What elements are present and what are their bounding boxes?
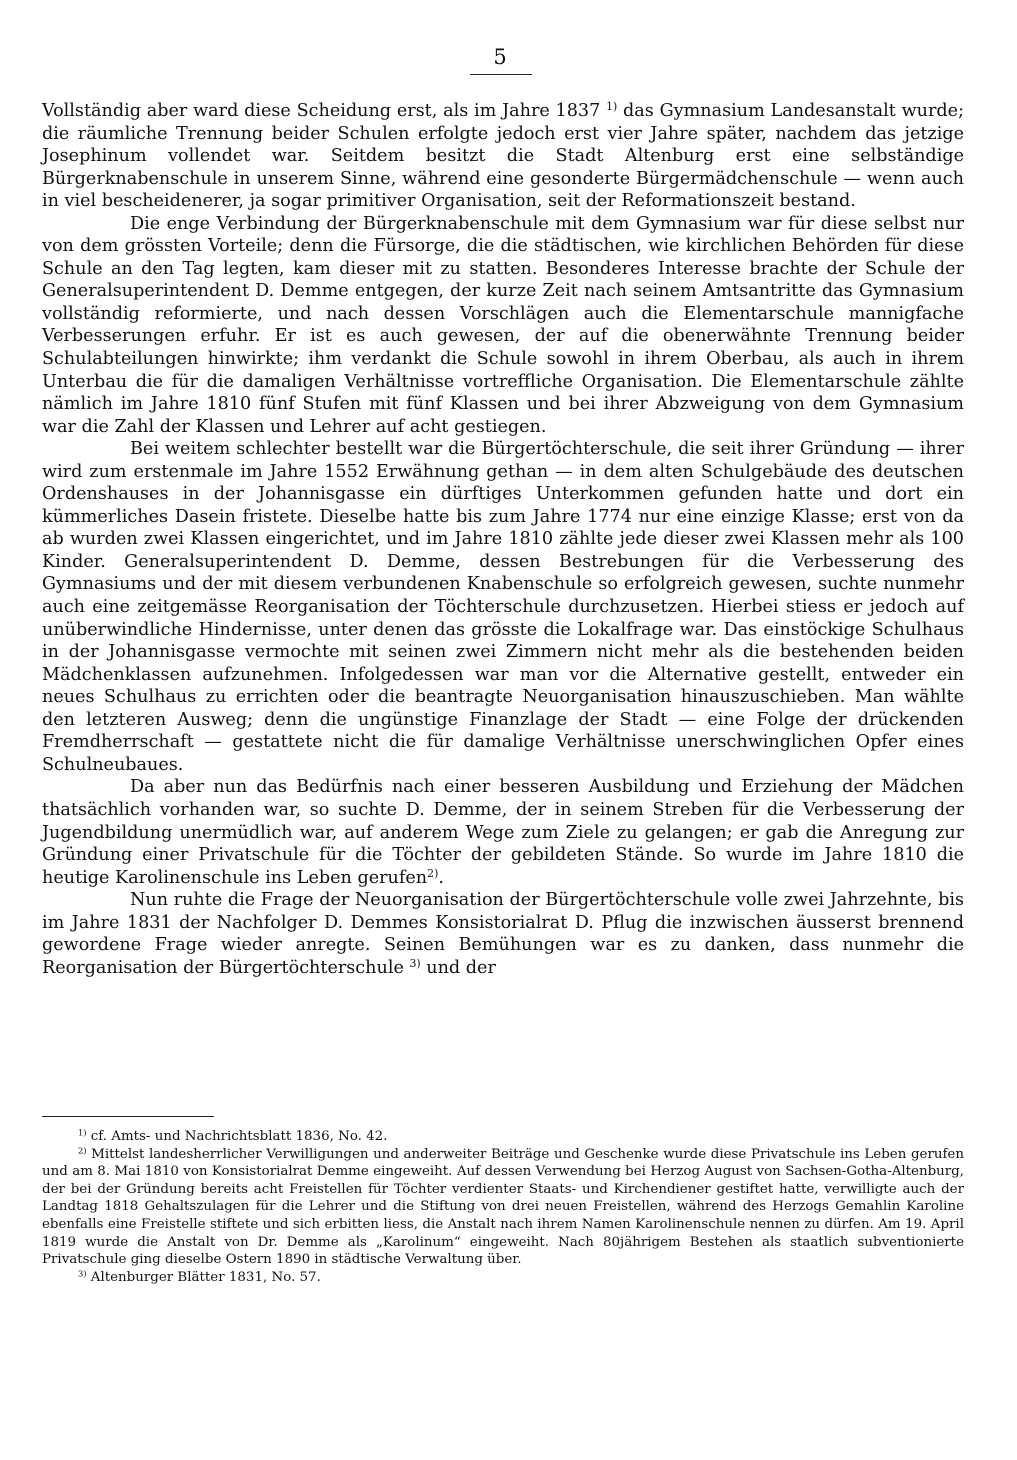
paragraph-text: Die enge Verbindung der Bürgerknabenschule mit dem Gymnasium war für diese selbst nur von dem grössten Vorteile; denn die Fürsorge, die die städtischen, wie kirchlichen Behörden für diese Schule an den Tag legten, kam dieser mit zu statten. Besonderes Interesse brachte der Schule der Generalsuperintendent D. Demme entgegen, der kurze Zeit nach seinem Amtsantritte das Gymnasium vollständig reformierte, und nach dessen Vorschlägen auch die Elementarschule mannigfache Verbesserungen erfuhr. Er ist es auch gewesen, der auf die obenerwähnte Trennung beider Schulabteilungen hinwirkte; ihm verdankt die Schule sowohl in ihrem Oberbau, als auch in ihrem Unterbau die für die damaligen Verhältnisse vortreffliche Organisation. Die Elementarschule zählte nämlich im Jahre 1810 fünf Stufen mit fünf Klassen und bei ihrer Abzweigung von dem Gymnasium war die Zahl der Klassen und Lehrer auf acht gestiegen. bbox=[42, 213, 964, 437]
paragraph-3 bbox=[42, 438, 964, 776]
footnote-separator bbox=[42, 1116, 214, 1117]
footnote-text: Altenburger Blätter 1831, No. 57. bbox=[90, 1269, 321, 1285]
footnote-mark: 3) bbox=[78, 1268, 87, 1279]
paragraph-4 bbox=[42, 776, 964, 889]
footnote-text: Mittelst landesherrlicher Verwilligungen und anderweiter Beiträge und Geschenke wurde diese Privatschule ins Leben gerufen und am 8. Mai 1810 von Konsistorialrat Demme eingeweiht. Auf dessen Verwendung bei Herzog August von Sachsen-Gotha-Altenburg, der bei der Gründung bereits acht Freistellen für Töchter verdienter Staats- und Kirchendiener gestiftet hatte, verwilligte auch der Landtag 1818 Gehaltszulagen für die Lehrer und die Stiftung von drei neuen Freistellen, während des Herzogs Gemahlin Karoline ebenfalls eine Freistelle stiftete und sich erbitten liess, die Anstalt nach ihrem Namen Karolinenschule nennen zu dürfen. Am 19. April 1819 wurde die Anstalt von Dr. Demme als „Karolinum“ eingeweiht. Nach 80jährigem Bestehen als staatlich subventionierte Privatschule ging dieselbe Ostern 1890 in städtische Verwaltung über. bbox=[42, 1146, 964, 1268]
footnotes bbox=[42, 1128, 964, 1286]
page-number-rule bbox=[470, 74, 532, 75]
paragraph-text-continued: das Gymnasium Landesanstalt wurde; die räumliche Trennung beider Schulen erfolgte jedoch erst vier Jahre später, nachdem das jetzige Josephinum vollendet war. Seitdem besitzt die Stadt Altenburg erst eine selbständige Bürgerknabenschule in unserem Sinne, während eine gesonderte Bürgermädchenschule — wenn auch in viel bescheidenerer, ja sogar primitiver Organisation, seit der Reformationszeit bestand. bbox=[42, 101, 964, 212]
paragraph-text-continued: . bbox=[438, 867, 444, 888]
footnote-1 bbox=[42, 1128, 964, 1146]
paragraph-text: Vollständig aber ward diese Scheidung erst, als im Jahre 1837 bbox=[42, 101, 601, 121]
page-number: 5 bbox=[493, 45, 507, 69]
paragraph-1 bbox=[42, 100, 964, 213]
footnote-2 bbox=[42, 1146, 964, 1269]
main-text bbox=[42, 100, 964, 979]
paragraph-text: Da aber nun das Bedürfnis nach einer besseren Ausbildung und Erziehung der Mädchen thatsächlich vorhanden war, so suchte D. Demme, der in seinem Streben für die Verbesserung der Jugendbildung unermüdlich war, auf anderem Wege zum Ziele zu gelangen; er gab die Anregung zur Gründung einer Privatschule für die Töchter der gebildeten Stände. So wurde im Jahre 1810 die heutige Karolinenschule ins Leben gerufen bbox=[42, 777, 964, 888]
footnote-text: cf. Amts- und Nachrichtsblatt 1836, No. 42. bbox=[90, 1129, 388, 1144]
paragraph-text-continued: und der bbox=[420, 957, 496, 978]
paragraph-2 bbox=[42, 213, 964, 438]
footnote-ref-1: 1) bbox=[606, 100, 618, 113]
footnote-3 bbox=[42, 1269, 964, 1287]
footnote-ref-3: 3) bbox=[409, 956, 421, 970]
footnote-mark: 2) bbox=[78, 1145, 87, 1156]
paragraph-text: Nun ruhte die Frage der Neuorganisation der Bürgertöchterschule volle zwei Jahrzehnte, bis im Jahre 1831 der Nachfolger D. Demmes Konsistorialrat D. Pflug die inzwischen äusserst brennend gewordene Frage wieder anregte. Seinen Bemühungen war es zu danken, dass nunmehr die Reorganisation der Bürgertöchterschule bbox=[42, 890, 964, 978]
paragraph-5 bbox=[42, 889, 964, 979]
footnote-mark: 1) bbox=[78, 1127, 87, 1138]
footnote-ref-2: 2) bbox=[427, 866, 439, 880]
paragraph-text: Bei weitem schlechter bestellt war die Bürgertöchterschule, die seit ihrer Gründung — ihrer wird zum erstenmale im Jahre 1552 Erwähnung gethan — in dem alten Schulgebäude des deutschen Ordenshauses in der Johannisgasse ein dürftiges Unterkommen gefunden hatte und dort ein kümmerliches Dasein fristete. Dieselbe hatte bis zum Jahre 1774 nur eine einzige Klasse; erst von da ab wurden zwei Klassen eingerichtet, und im Jahre 1810 zählte jede dieser zwei Klassen mehr als 100 Kinder. Generalsuperintendent D. Demme, dessen Bestrebungen für die Verbesserung des Gymnasiums und der mit diesem verbundenen Knabenschule so erfolgreich gewesen, suchte nunmehr auch eine zeitgemässe Reorganisation der Töchterschule durchzusetzen. Hierbei stiess er jedoch auf unüberwindliche Hindernisse, unter denen das grösste die Lokalfrage war. Das einstöckige Schulhaus in der Johannisgasse vermochte mit seinen zwei Zimmern nicht mehr als die bestehenden beiden Mädchenklassen aufzunehmen. Infolgedessen war man vor die Alternative gestellt, entweder ein neues Schulhaus zu errichten oder die beantragte Neuorganisation hinauszuschieben. Man wählte den letzteren Ausweg; denn die ungünstige Finanzlage der Stadt — eine Folge der drückenden Fremdherrschaft — gestattete nicht die für damalige Verhältnisse unerschwinglichen Opfer eines Schulneubaues. bbox=[42, 439, 964, 775]
